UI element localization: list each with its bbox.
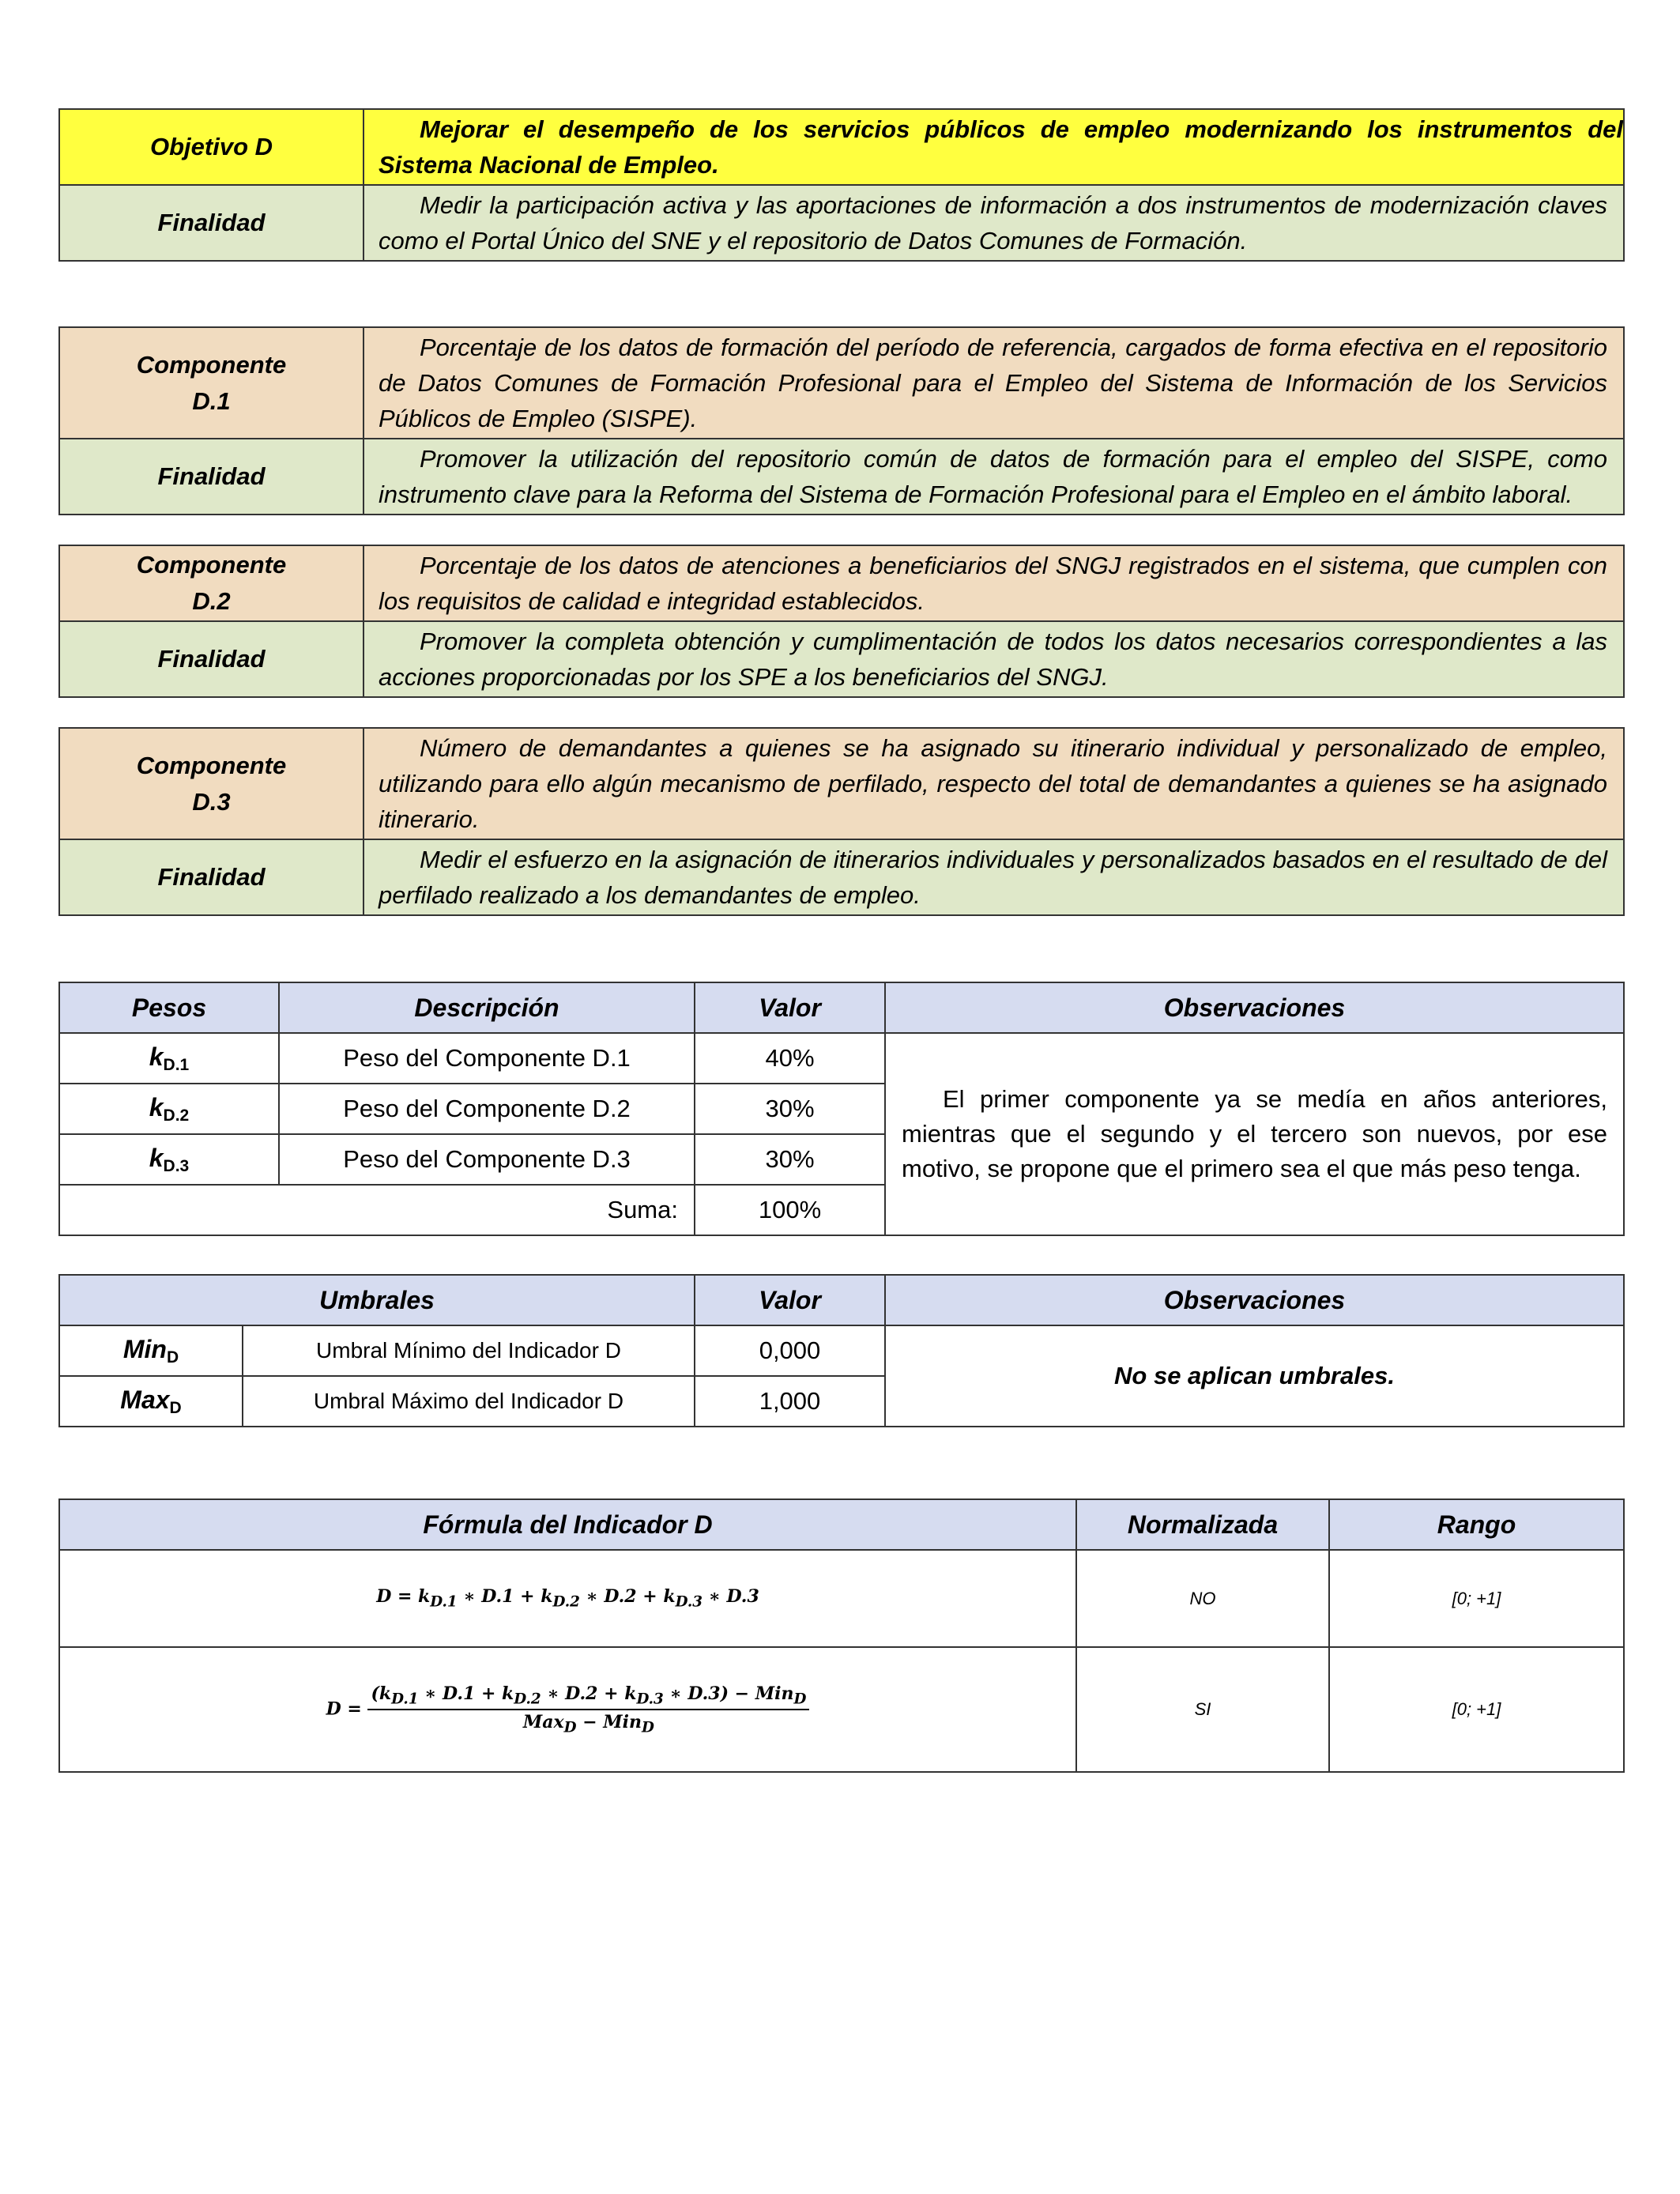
header-normalizada: Normalizada <box>1076 1499 1329 1550</box>
header-valor: Valor <box>695 1275 885 1325</box>
finalidad-text-cell <box>363 621 1624 697</box>
peso-k: k <box>149 1143 164 1172</box>
umbral-symbol <box>59 1325 243 1376</box>
peso-sub: D.2 <box>163 1106 190 1125</box>
formula-rango: [0; +1] <box>1329 1647 1624 1772</box>
componente-label-cell <box>59 545 363 621</box>
formula-normalizada: NO <box>1076 1550 1329 1647</box>
peso-symbol <box>59 1084 279 1134</box>
umbral-sub: D <box>166 1348 179 1367</box>
header-formula: Fórmula del Indicador D <box>59 1499 1076 1550</box>
componente-text-cell <box>363 728 1624 839</box>
umbral-valor: 1,000 <box>695 1376 885 1427</box>
umbral-desc: Umbral Mínimo del Indicador D <box>243 1325 695 1376</box>
componente-text-cell <box>363 327 1624 439</box>
finalidad-text-cell <box>363 185 1624 261</box>
suma-label: Suma: <box>59 1185 695 1235</box>
objetivo-text-cell <box>363 109 1624 185</box>
umbrales-observaciones: No se aplican umbrales. <box>885 1325 1624 1427</box>
finalidad-text-cell <box>363 439 1624 515</box>
header-observaciones: Observaciones <box>885 982 1624 1033</box>
finalidad-label: Finalidad <box>59 185 363 261</box>
componente-d1-table <box>58 326 1625 515</box>
formula-rango: [0; +1] <box>1329 1550 1624 1647</box>
peso-desc: Peso del Componente D.3 <box>279 1134 695 1185</box>
umbral-valor: 0,000 <box>695 1325 885 1376</box>
formula-equation: $D = k_{D.1}$ ∗ $D.1 + k_{D.2}$ ∗ $D.2 + k_{D.3}$ ∗ D.3 <box>59 1550 1076 1647</box>
componente-label-cell <box>59 728 363 839</box>
finalidad-label: Finalidad <box>59 439 363 515</box>
componente-text: Número de demandantes a quienes se ha asignado su itinerario individual y personalizado de empleo, utilizando para ello algún mecanismo de perfilado, respecto del total de demandantes a quienes se ha asignado itinerario. <box>379 734 1607 833</box>
peso-k: k <box>149 1042 164 1071</box>
componente-d2-table <box>58 545 1625 698</box>
objetivo-text: Mejorar el desempeño de los servicios públicos de empleo modernizando los instrumentos del Sistema Nacional de Empleo. <box>379 115 1623 179</box>
peso-desc: Peso del Componente D.2 <box>279 1084 695 1134</box>
formula-equation-normalized: D = $\frac{(k_{D.1} ∗ D.1 + k_{D.2} ∗ D.2 + k_{D.3} ∗ D.3) - Min_D}{Max_D - Min_D}$ <box>59 1647 1076 1772</box>
componente-label: Componente D.3 <box>136 751 287 816</box>
umbral-k: Max <box>120 1385 170 1414</box>
componente-d3-table <box>58 727 1625 916</box>
finalidad-label: Finalidad <box>59 839 363 915</box>
componente-label: Componente D.1 <box>136 350 287 415</box>
peso-desc: Peso del Componente D.1 <box>279 1033 695 1084</box>
finalidad-label: Finalidad <box>59 621 363 697</box>
finalidad-text: Promover la completa obtención y cumplimentación de todos los datos necesarios correspondientes a las acciones proporcionadas por los SPE a los beneficiarios del SNGJ. <box>379 628 1607 691</box>
header-pesos: Pesos <box>59 982 279 1033</box>
pesos-observaciones-cell <box>885 1033 1624 1235</box>
componente-text-cell <box>363 545 1624 621</box>
finalidad-text-cell <box>363 839 1624 915</box>
formula-fraction: $\frac{(k_{D.1} ∗ D.1 + k_{D.2} ∗ D.2 + k_{D.3} ∗ D.3) - Min_D}{Max_D - Min_D}$ <box>367 1683 809 1736</box>
finalidad-text: Medir la participación activa y las aportaciones de información a dos instrumentos de modernización claves como el Portal Único del SNE y el repositorio de Datos Comunes de Formación. <box>379 191 1607 254</box>
componente-text: Porcentaje de los datos de formación del período de referencia, cargados de forma efectiva en el repositorio de Datos Comunes de Formación Profesional para el Empleo del Sistema de Información de los Servicios Públicos de Empleo (SISPE). <box>379 334 1607 432</box>
formula-normalizada: SI <box>1076 1647 1329 1772</box>
finalidad-text: Medir el esfuerzo en la asignación de itinerarios individuales y personalizados basados en el resultado de del perfilado realizado a los demandantes de empleo. <box>379 846 1607 909</box>
peso-symbol <box>59 1033 279 1084</box>
header-valor: Valor <box>695 982 885 1033</box>
header-observaciones: Observaciones <box>885 1275 1624 1325</box>
peso-sub: D.1 <box>163 1055 190 1074</box>
header-rango: Rango <box>1329 1499 1624 1550</box>
umbral-sub: D <box>169 1398 182 1417</box>
formula-table <box>58 1498 1625 1773</box>
finalidad-text: Promover la utilización del repositorio común de datos de formación para el empleo del SISPE, como instrumento clave para la Reforma del Sistema de Formación Profesional para el Empleo en el ámbito laboral. <box>379 445 1607 508</box>
peso-k: k <box>149 1092 164 1122</box>
peso-symbol <box>59 1134 279 1185</box>
componente-text: Porcentaje de los datos de atenciones a beneficiarios del SNGJ registrados en el sistema, que cumplen con los requisitos de calidad e integridad establecidos. <box>379 552 1607 615</box>
umbral-symbol <box>59 1376 243 1427</box>
peso-valor: 30% <box>695 1134 885 1185</box>
header-descripcion: Descripción <box>279 982 695 1033</box>
umbral-desc: Umbral Máximo del Indicador D <box>243 1376 695 1427</box>
objetivo-table <box>58 108 1625 262</box>
peso-sub: D.3 <box>163 1156 190 1175</box>
umbrales-table <box>58 1274 1625 1427</box>
peso-valor: 40% <box>695 1033 885 1084</box>
componente-label: Componente D.2 <box>136 551 287 615</box>
componente-label-cell <box>59 327 363 439</box>
suma-valor: 100% <box>695 1185 885 1235</box>
umbral-k: Min <box>122 1334 167 1363</box>
pesos-table <box>58 982 1625 1236</box>
header-umbrales: Umbrales <box>59 1275 695 1325</box>
peso-valor: 30% <box>695 1084 885 1134</box>
objetivo-label: Objetivo D <box>59 109 363 185</box>
pesos-observaciones: El primer componente ya se medía en años anteriores, mientras que el segundo y el tercero son nuevos, por ese motivo, se propone que el primero sea el que más peso tenga. <box>902 1085 1607 1182</box>
